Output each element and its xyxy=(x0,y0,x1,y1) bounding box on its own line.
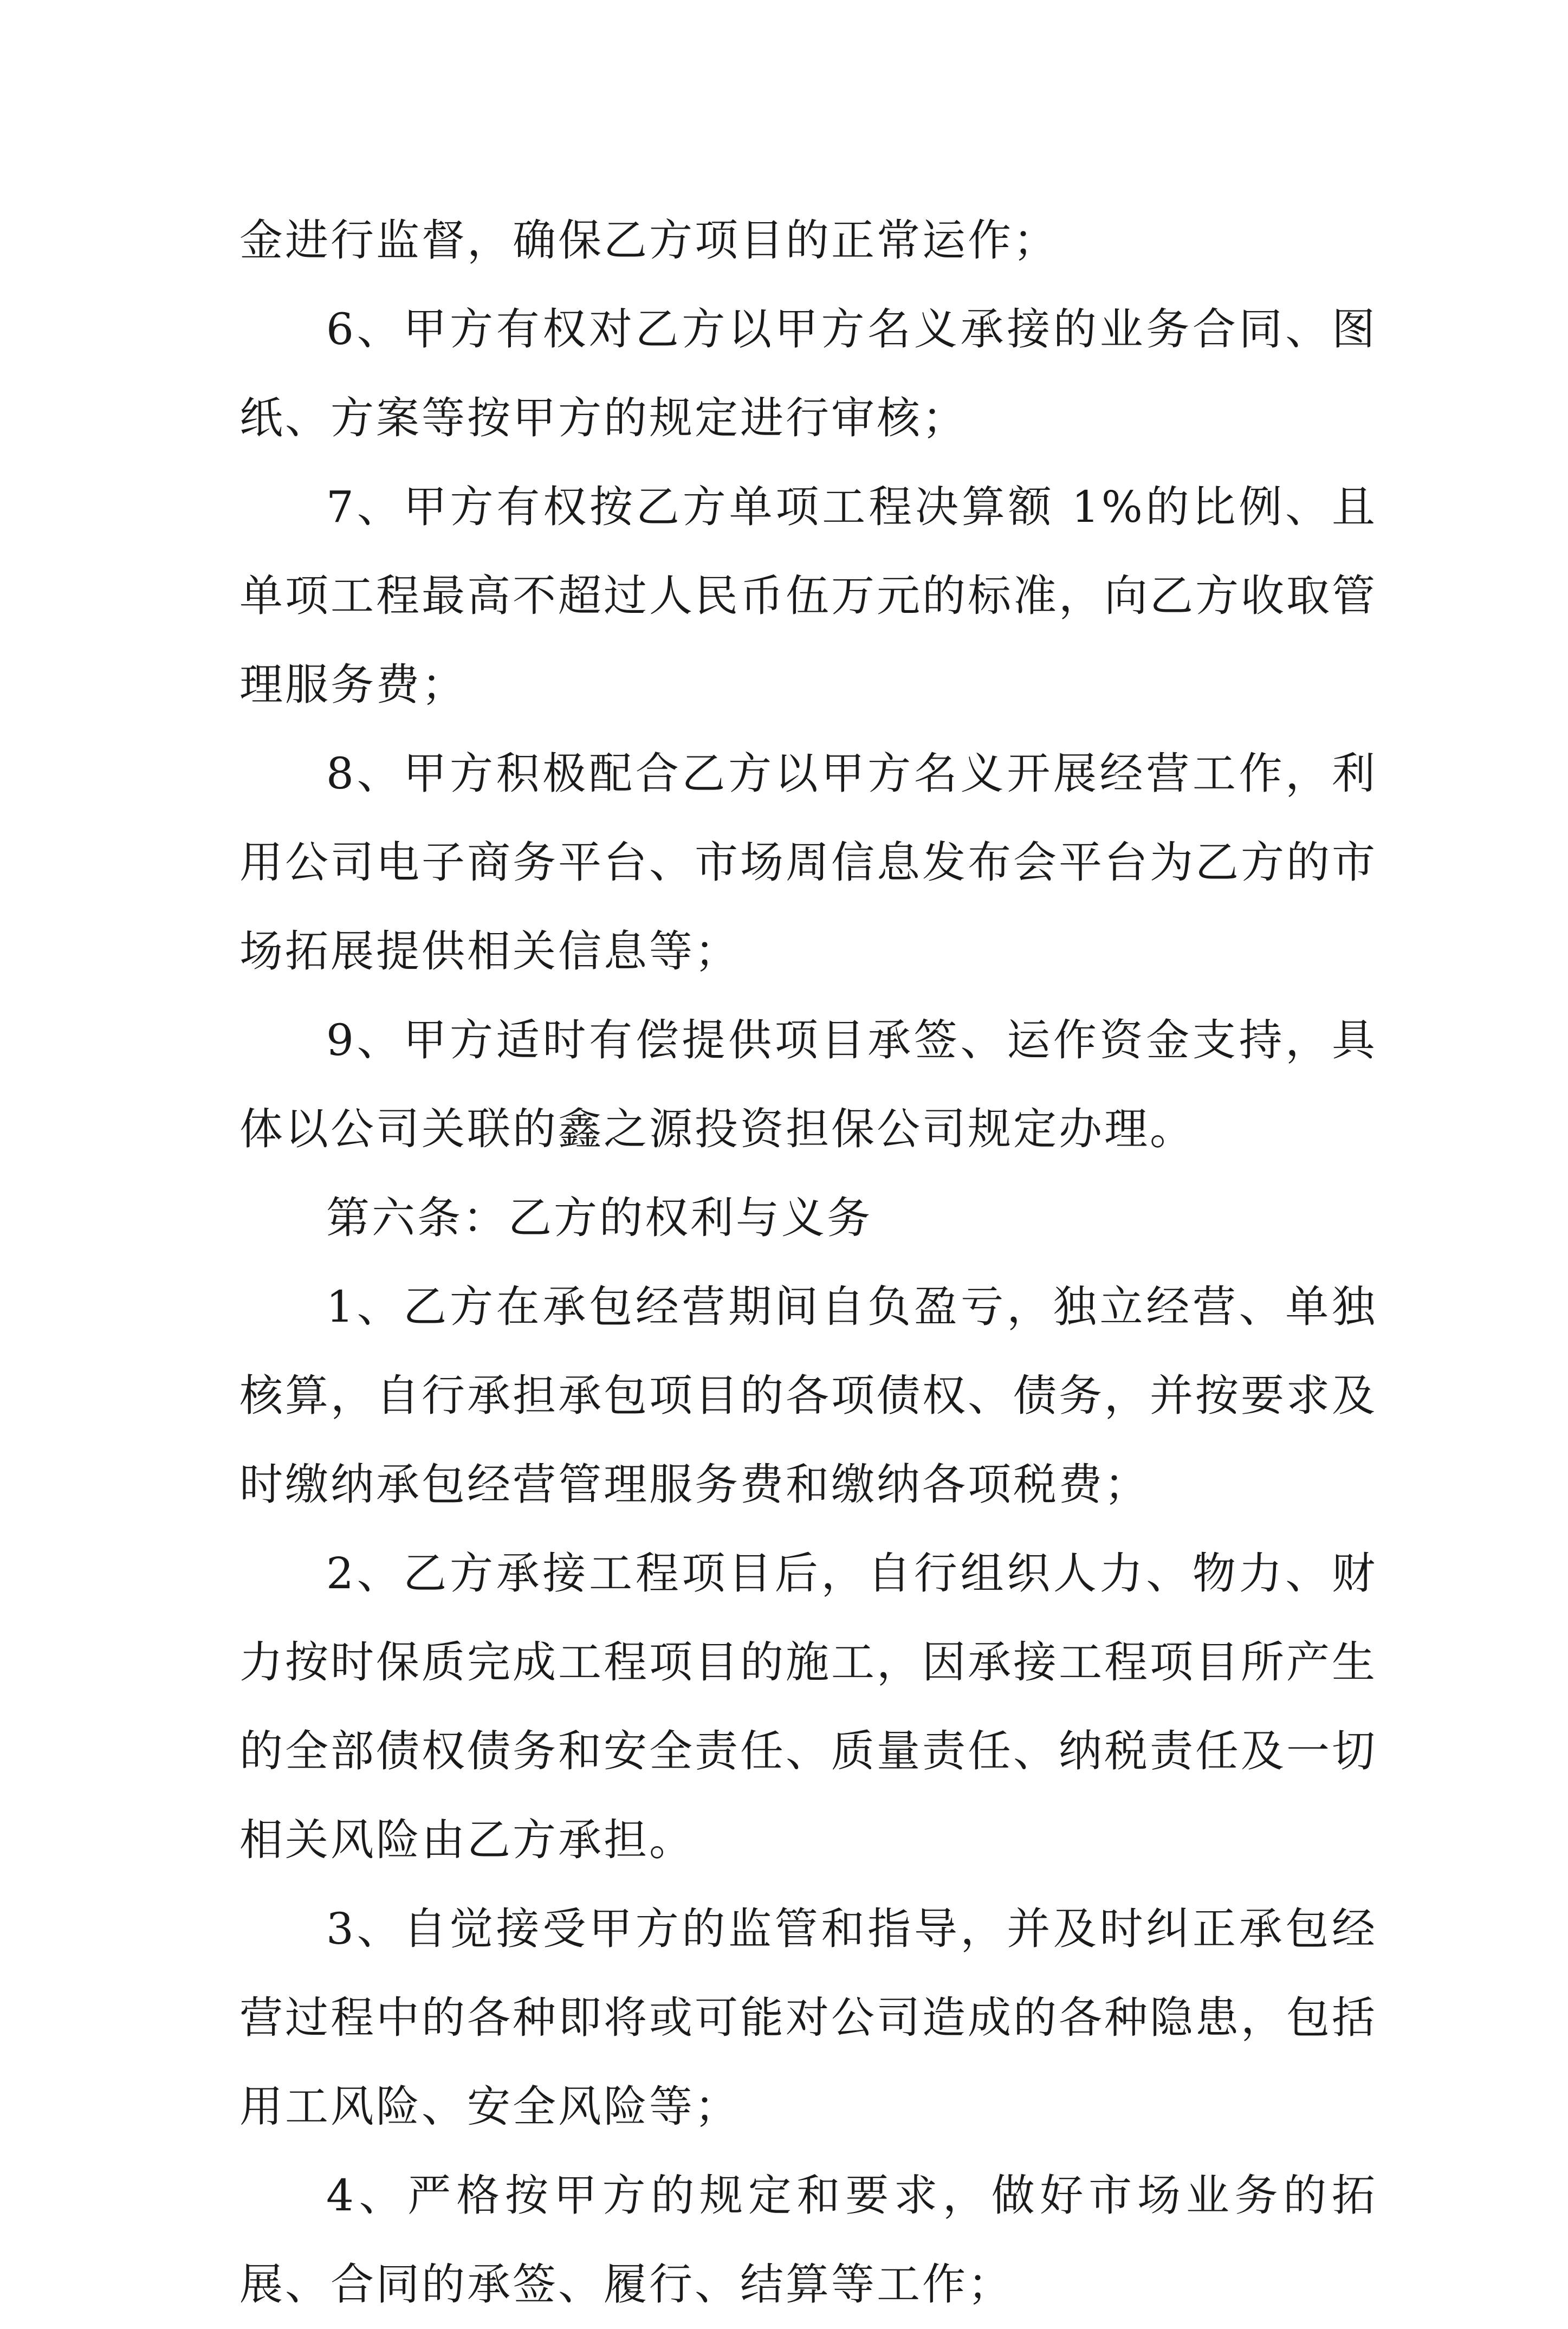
paragraph-clause-8: 8、甲方积极配合乙方以甲方名义开展经营工作，利用公司电子商务平台、市场周信息发布会平台为乙方的市场拓展提供相关信息等； xyxy=(239,748,1377,976)
paragraph-continuation: 金进行监督，确保乙方项目的正常运作； xyxy=(239,215,1059,266)
paragraph-party-b-clause-3: 3、自觉接受甲方的监管和指导，并及时纠正承包经营过程中的各种即将或可能对公司造成的各种隐患，包括用工风险、安全风险等； xyxy=(239,1904,1377,2132)
paragraph-clause-6: 6、甲方有权对乙方以甲方名义承接的业务合同、图纸、方案等按甲方的规定进行审核； xyxy=(239,304,1377,443)
contract-body-text xyxy=(239,196,1377,2329)
paragraph-clause-9: 9、甲方适时有偿提供项目承签、运作资金支持，具体以公司关联的鑫之源投资担保公司规定办理。 xyxy=(239,1015,1377,1154)
section-heading-article-6: 第六条：乙方的权利与义务 xyxy=(326,1193,872,1243)
paragraph-party-b-clause-1: 1、乙方在承包经营期间自负盈亏，独立经营、单独核算，自行承担承包项目的各项债权、债务，并按要求及时缴纳承包经营管理服务费和缴纳各项税费； xyxy=(239,1282,1377,1510)
paragraph-party-b-clause-2: 2、乙方承接工程项目后，自行组织人力、物力、财力按时保质完成工程项目的施工，因承接工程项目所产生的全部债权债务和安全责任、质量责任、纳税责任及一切相关风险由乙方承担。 xyxy=(239,1548,1377,1865)
paragraph-party-b-clause-4: 4、严格按甲方的规定和要求，做好市场业务的拓展、合同的承签、履行、结算等工作； xyxy=(239,2170,1377,2309)
paragraph-clause-7: 7、甲方有权按乙方单项工程决算额 1%的比例、且单项工程最高不超过人民币伍万元的标准，向乙方收取管理服务费； xyxy=(239,482,1377,710)
